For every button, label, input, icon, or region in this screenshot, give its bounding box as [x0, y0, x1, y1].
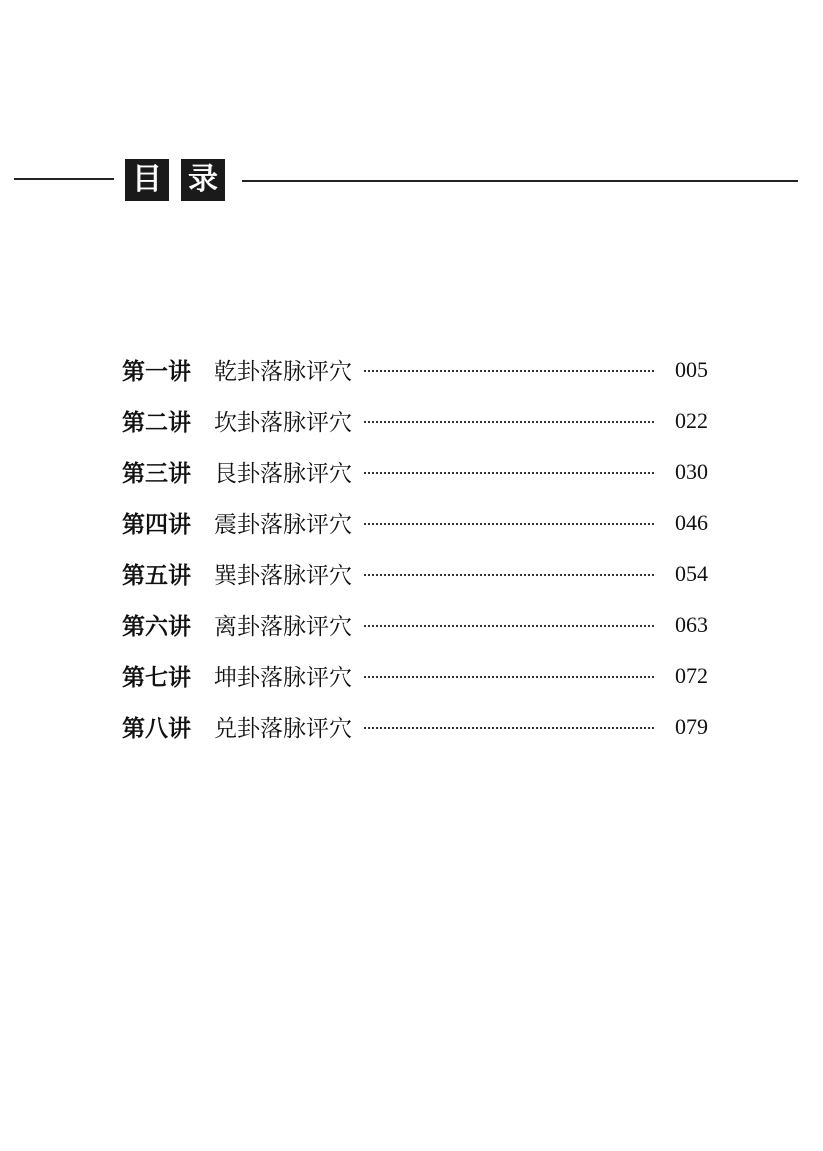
chapter-number: 第一讲: [122, 358, 191, 385]
header-rule-left: [14, 178, 114, 180]
chapter-title: 震卦落脉评穴: [214, 512, 352, 538]
dot-leader: [364, 421, 654, 423]
page-number: 079: [675, 713, 708, 739]
header-rule-right: [242, 180, 798, 182]
chapter-title: 离卦落脉评穴: [214, 614, 352, 640]
toc-entry[interactable]: [122, 446, 708, 497]
toc-entry[interactable]: [122, 344, 708, 395]
page-number: 030: [675, 458, 708, 484]
toc-entry[interactable]: [122, 395, 708, 446]
chapter-title: 兑卦落脉评穴: [214, 716, 352, 742]
chapter-number: 第五讲: [122, 562, 191, 589]
title-char-box-1: 目: [125, 159, 169, 201]
dot-leader: [364, 370, 654, 372]
chapter-title: 乾卦落脉评穴: [214, 359, 352, 385]
toc-entry[interactable]: [122, 599, 708, 650]
page-number: 046: [675, 509, 708, 535]
dot-leader: [364, 625, 654, 627]
page-number: 005: [675, 356, 708, 382]
chapter-title: 坎卦落脉评穴: [214, 410, 352, 436]
page-number: 022: [675, 407, 708, 433]
dot-leader: [364, 574, 654, 576]
title-char-box-2: 录: [181, 159, 225, 201]
dot-leader: [364, 523, 654, 525]
page-number: 072: [675, 662, 708, 688]
toc-entry[interactable]: [122, 701, 708, 752]
toc-entry[interactable]: [122, 497, 708, 548]
toc-entry[interactable]: [122, 650, 708, 701]
chapter-number: 第二讲: [122, 409, 191, 436]
chapter-number: 第六讲: [122, 613, 191, 640]
chapter-number: 第三讲: [122, 460, 191, 487]
toc-header: [0, 152, 823, 204]
chapter-title: 艮卦落脉评穴: [214, 461, 352, 487]
dot-leader: [364, 727, 654, 729]
page-number: 054: [675, 560, 708, 586]
page-number: 063: [675, 611, 708, 637]
chapter-title: 坤卦落脉评穴: [214, 665, 352, 691]
chapter-number: 第七讲: [122, 664, 191, 691]
chapter-number: 第四讲: [122, 511, 191, 538]
chapter-number: 第八讲: [122, 715, 191, 742]
toc-entry[interactable]: [122, 548, 708, 599]
dot-leader: [364, 676, 654, 678]
table-of-contents: [122, 344, 708, 752]
chapter-title: 巽卦落脉评穴: [214, 563, 352, 589]
dot-leader: [364, 472, 654, 474]
